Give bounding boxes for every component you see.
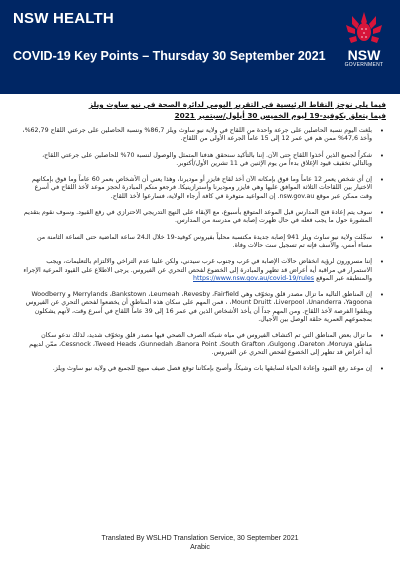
translation-credit: Translated By WSLHD Translation Service, 30 September 2021 [101,535,299,542]
point-text: إن أي شخص يعمر 12 عاماً وما فوق بإمكانه الآن أخذ لقاح فايزر أو موديرنا، وهذا يعني أن الأشخاص بعمر 60 عاماً وما فوق بإمكانهم الاختيار بين اللقاحات الثلاثة الموافق عليها وهي فايزر وموديرنا وأسترازينيكا. فرجعو منكم المبادرة لحجز موعد لأخذ اللقاح في أسرع وقت ممكن عبر موقع nsw.gov.au. إن المواعيد متوفرة في كافة أرجاء الولاية، فسارعوا لأخذ اللقاح. [31,176,372,200]
point-text: إن المناطق التالية ما تزال مصدر قلق وتخوّف وهي Merrylands ،Bankstown ،Leumeah ،Revesby ،Fairfield و Woodberry ،Mount Druitt ،Liverpool ،Unanderra ،Yagoona ، فمن المهم على سكان هذه المناطق أن يخضعوا لفحص التحري عن الفيروس ويتلقوا الفرصة لأخذ اللقاح. ومن المهم جداً أن يأخذ الأشخاص الذين في عمر 16 إلى 39 عاماً اللقاح في أسرع وقت، لأنهم يشكلون بمجموعهم العمرية حلقة الوصل بين الأجيال. [25,291,372,324]
point-text: شكراً لجميع الذين أخذوا اللقاح حتى الآن. إننا بالتأكيد سنحقق هدفنا المتمثل والوصول لنسبة 70% للحاصلين على جرعتي اللقاح، وبالتالي تخفيف قيود الإغلاق بدءاً من يوم الإثنين في 11 تشرين الأول/أكتوبر. [42,151,372,167]
point-text: سجّلت ولاية نيو ساوث ويلز 941 إصابة جديدة مكتسبة محلياً بفيروس كوفيد-19 خلال الـ24 ساعة الماضية حتى الساعة الثامنة من مساء أمس، والأسف فإنه تم تسجيل ست حالات وفاة. [37,233,372,249]
list-item [22,234,384,251]
point-text: إن موعد رفع القيود وإعادة الحياة لسابقها بات وشيكاً، وأصبح بإمكاننا توقع فصل صيف مبهج للجميع في ولاية نيو ساوث ويلز. [52,365,372,373]
intro-line-1: فيما يلي نوجز النقاط الرئيسية في التقرير اليومي لدائرة الصحة في نيو ساوث ويلز [88,100,386,109]
point-text: سوف يتم إعادة فتح المدارس قبل الموعد المتوقع بأسبوع، مع الإبقاء على النهج التدريجي الاحترازي في رفع القيود. وسوف نقوم بتقديم المشورة حول ما يجب فعله في حال ظهرت إصابة في مدرسة من المدارس. [23,209,372,225]
intro-heading [56,100,386,121]
list-item [22,258,384,283]
document-body [0,94,400,565]
bullet-icon: • [379,365,384,374]
list-item [22,127,384,144]
bullet-icon: • [379,233,384,242]
header-title: NSW HEALTH [13,10,114,27]
list-item [22,152,384,169]
point-text: إننا مسرورون لرؤية انخفاض حالات الإصابة في غرب وجنوب غرب سيدني، ولكن علينا عدم التراخي والالتزام بالتعليمات، ويجب الاستمرار في مراقبة أية أعراض قد تظهر والمبادرة إلى الخضوع لفحص التحري عن الفيروس. يرجى الاطلاع على القيود المرعية الإجراء والمنطبقة عبر الموقع [23,258,372,282]
header-banner [0,0,400,94]
bullet-icon: • [379,176,384,185]
waratah-icon [343,10,385,48]
logo-text: NSW [347,47,381,63]
intro-line-2: فيما يتعلق بكوفيد-19 ليوم الخميس 30 أيلول/سبتمبر 2021 [174,110,386,120]
rules-link[interactable]: https://www.nsw.gov.au/covid-19/rules [193,274,315,282]
list-item [22,291,384,324]
list-item [22,209,384,226]
list-item [22,365,384,373]
logo-subtext: GOVERNMENT [344,62,384,68]
bullet-icon: • [379,332,384,341]
bullet-icon: • [379,291,384,300]
bullet-icon: • [379,209,384,218]
bullet-icon: • [379,151,384,160]
language-label: Arabic [190,544,210,551]
bullet-icon: • [379,127,384,135]
point-text: ما تزال بعض المناطق التي تم اكتشاف الفيروس في مياه شبكة الصرف الصحي فيها مصدر قلق وتخوّف شديد، لذلك ندعو سكان مناطق Cessnock ،Tweed Heads ،Gunnedah ،Banora Point ،South Grafton ،Gulgong ،Dareton ،Moruya، ممّن لديهم أية أعراض قد تظهر إلى الخضوع لفحص التحري عن الفيروس. [29,332,372,356]
footer [0,534,400,552]
key-points-list [22,127,384,382]
header-subtitle: COVID-19 Key Points – Thursday 30 September 2021 [13,49,326,63]
point-text: بلغت اليوم نسبة الحاصلين على جرعة واحدة من اللقاح في ولاية نيو ساوث ويلز 86,7% ونسبة الحاصلين على جرعتي اللقاح 62,79%، وأخذ 47,6% ممن هم في عمر 12 إلى 15 عاماً الجرعة الأولى من اللقاح. [22,127,372,143]
bullet-icon: • [379,258,384,267]
nsw-government-logo [338,10,390,69]
list-item [22,176,384,201]
list-item [22,332,384,357]
